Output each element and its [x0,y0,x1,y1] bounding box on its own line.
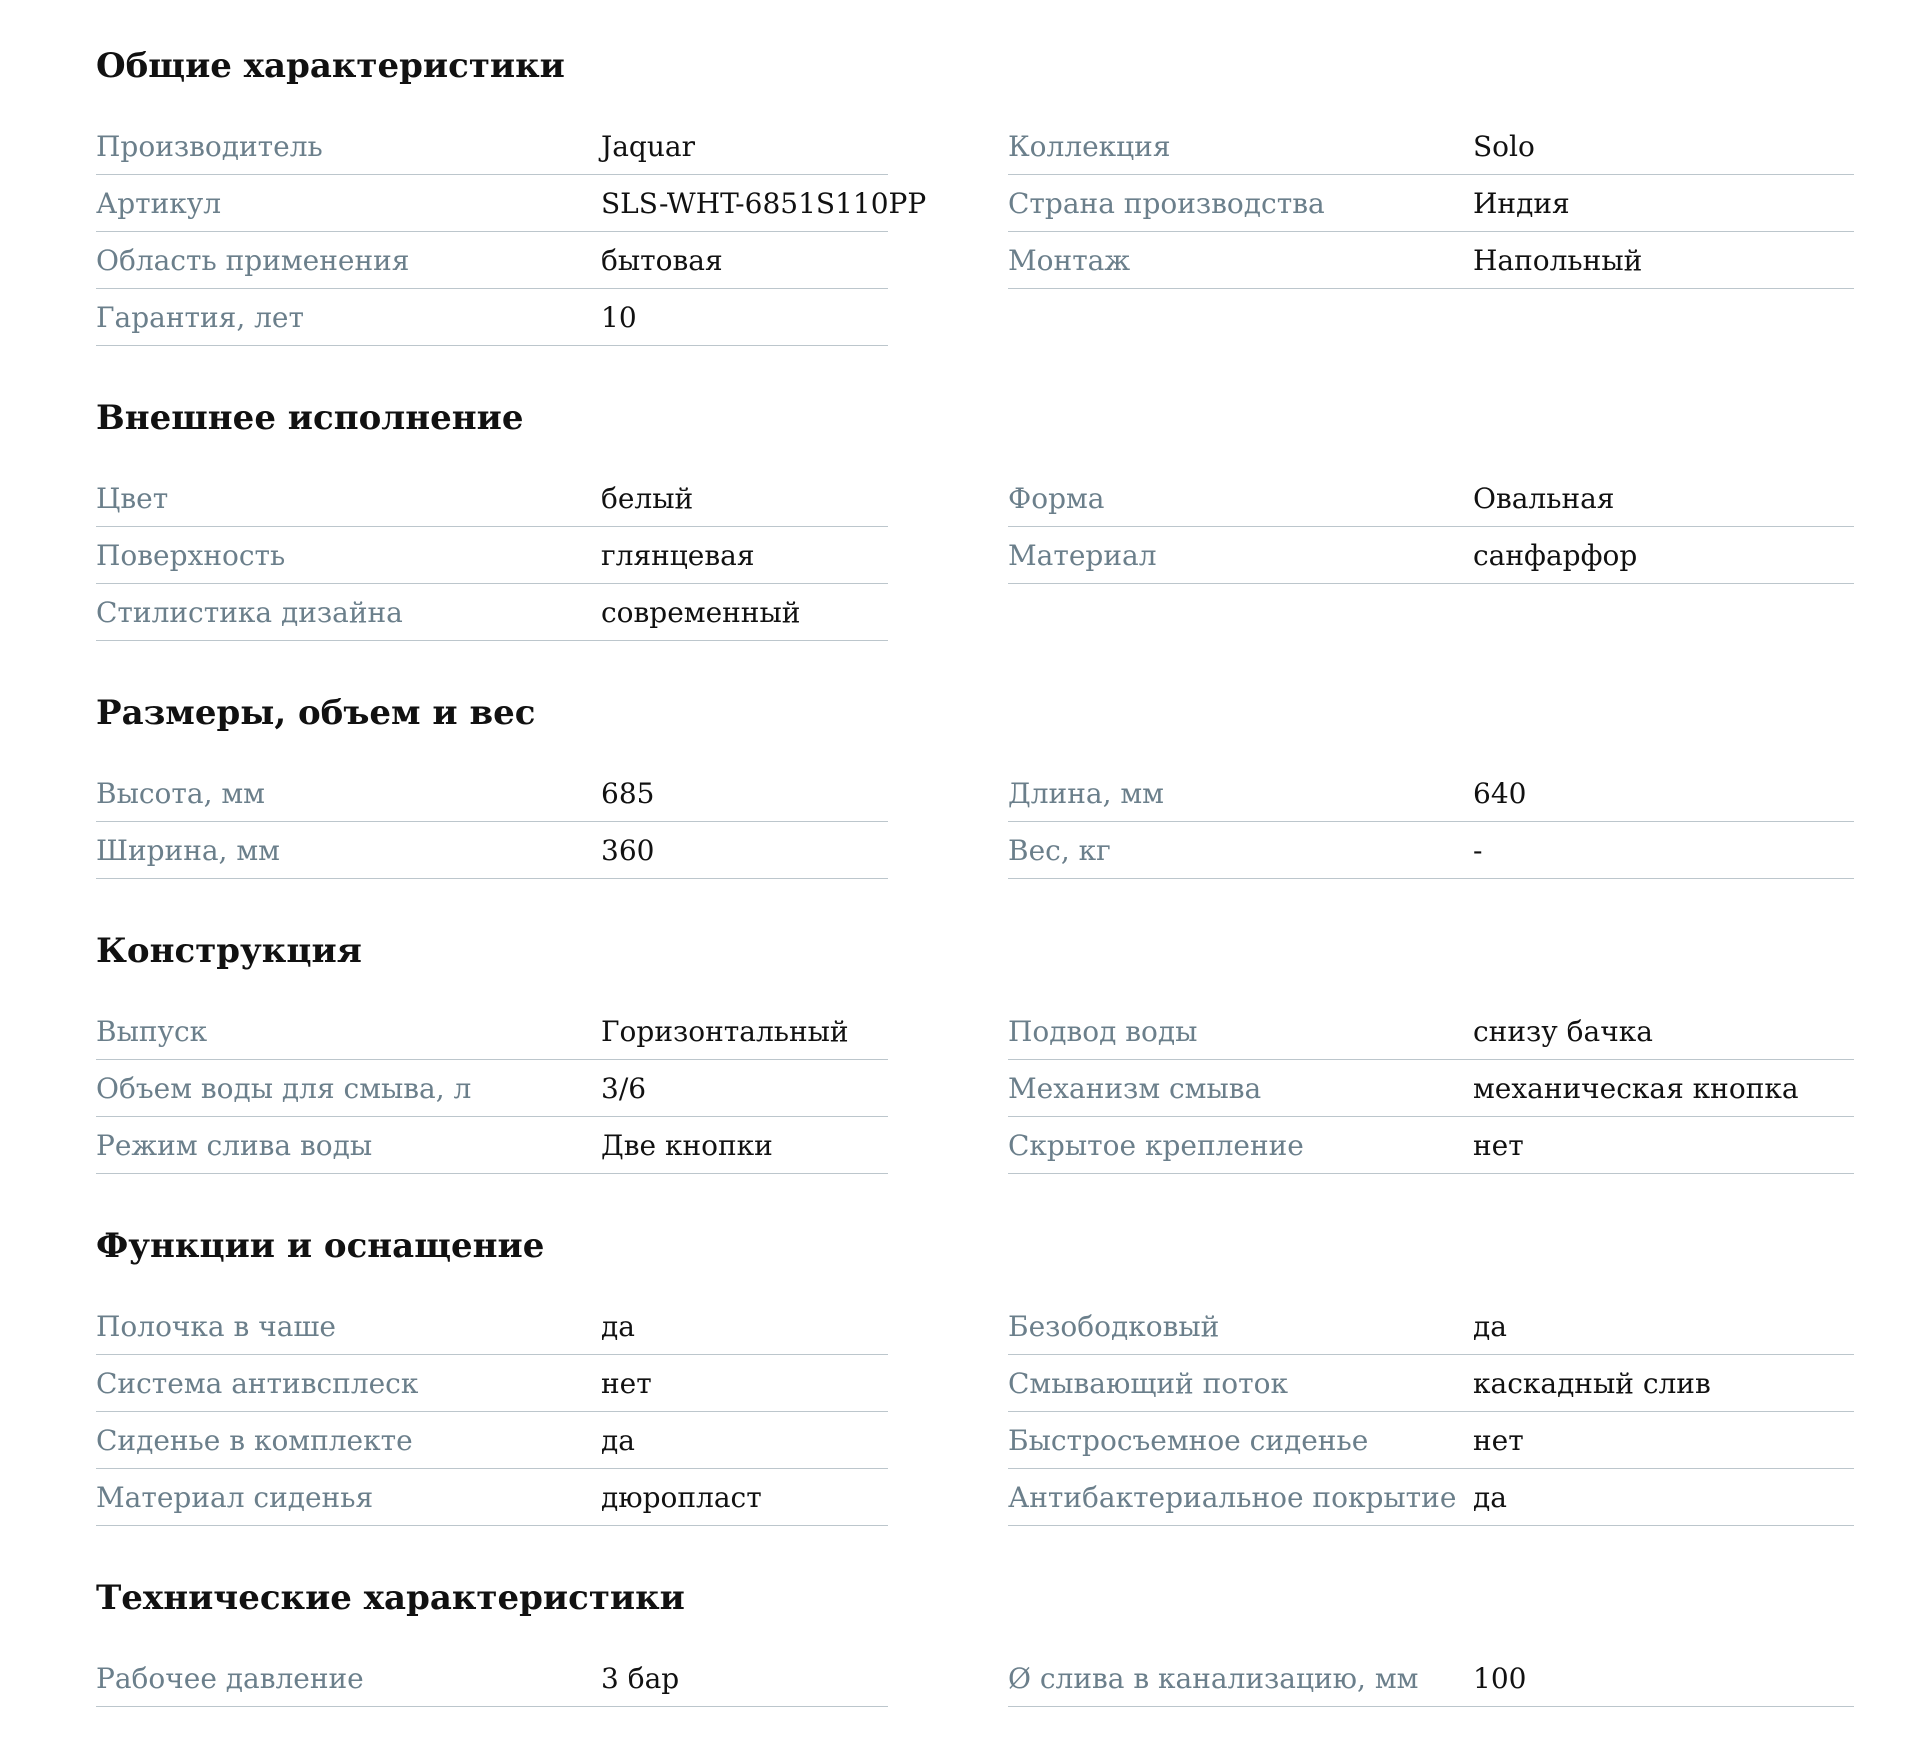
spec-row [96,289,888,346]
spec-table [96,1650,1824,1707]
spec-label: Смывающий поток [1008,1366,1288,1400]
spec-row [96,1412,888,1469]
spec-label: Цвет [96,481,169,515]
spec-value: да [1473,1309,1507,1343]
spec-label: Артикул [96,186,222,220]
spec-label: Режим слива воды [96,1128,373,1162]
spec-label: Область применения [96,243,410,277]
spec-label: Подвод воды [1008,1014,1198,1048]
spec-value: да [601,1309,635,1343]
spec-value: 640 [1473,776,1527,810]
spec-section [96,398,1824,641]
spec-row [1008,470,1854,527]
spec-value: - [1473,833,1483,867]
spec-value: 685 [601,776,655,810]
spec-value: Напольный [1473,243,1643,277]
spec-label: Полочка в чаше [96,1309,336,1343]
spec-value: да [1473,1480,1507,1514]
section-title: Внешнее исполнение [96,398,524,438]
spec-row [96,470,888,527]
spec-section [96,931,1824,1174]
spec-row [1008,822,1854,879]
spec-row [1008,1355,1854,1412]
spec-value: нет [1473,1128,1524,1162]
spec-value: Горизонтальный [601,1014,849,1048]
spec-row [96,584,888,641]
spec-row [1008,1298,1854,1355]
spec-value: Две кнопки [601,1128,773,1162]
spec-row [1008,118,1854,175]
spec-value: бытовая [601,243,723,277]
spec-label: Выпуск [96,1014,208,1048]
spec-value: дюропласт [601,1480,762,1514]
spec-value: 100 [1473,1661,1527,1695]
spec-value: SLS-WHT-6851S110PP [601,186,927,220]
spec-label: Форма [1008,481,1105,515]
spec-row [1008,1060,1854,1117]
spec-row [96,1060,888,1117]
spec-label: Материал [1008,538,1157,572]
spec-label: Рабочее давление [96,1661,364,1695]
spec-value: Овальная [1473,481,1615,515]
spec-value: нет [1473,1423,1524,1457]
spec-value: белый [601,481,694,515]
spec-row [96,232,888,289]
spec-value: снизу бачка [1473,1014,1653,1048]
spec-table [96,1003,1824,1174]
spec-row [1008,1650,1854,1707]
spec-label: Скрытое крепление [1008,1128,1304,1162]
spec-value: нет [601,1366,652,1400]
spec-label: Материал сиденья [96,1480,374,1514]
spec-table [96,470,1824,641]
spec-value: 3/6 [601,1071,647,1105]
spec-row [1008,232,1854,289]
spec-value: 360 [601,833,655,867]
spec-row [1008,1469,1854,1526]
spec-label: Безободковый [1008,1309,1220,1343]
section-title: Функции и оснащение [96,1226,545,1266]
spec-label: Ширина, мм [96,833,280,867]
spec-row [96,1003,888,1060]
spec-label: Высота, мм [96,776,265,810]
spec-value: механическая кнопка [1473,1071,1799,1105]
spec-row [1008,1003,1854,1060]
spec-row [96,1469,888,1526]
section-title: Размеры, объем и вес [96,693,536,733]
spec-value: каскадный слив [1473,1366,1711,1400]
spec-label: Система антивсплеск [96,1366,419,1400]
spec-value: Индия [1473,186,1570,220]
spec-value: Jaquar [601,129,695,163]
spec-value: 3 бар [601,1661,680,1695]
spec-row [1008,765,1854,822]
spec-row [1008,527,1854,584]
spec-label: Объем воды для смыва, л [96,1071,472,1105]
spec-row [96,1298,888,1355]
spec-row [96,527,888,584]
spec-row [96,118,888,175]
section-title: Общие характеристики [96,46,565,86]
spec-label: Страна производства [1008,186,1325,220]
spec-section [96,693,1824,879]
spec-row [96,822,888,879]
spec-table [96,1298,1824,1526]
spec-row [1008,1412,1854,1469]
spec-row [96,175,927,232]
spec-label: Монтаж [1008,243,1131,277]
spec-row [96,1355,888,1412]
spec-label: Длина, мм [1008,776,1164,810]
spec-value: Solo [1473,129,1535,163]
section-title: Конструкция [96,931,362,971]
spec-row [96,1650,888,1707]
spec-section [96,1578,1824,1707]
spec-row [1008,175,1854,232]
spec-label: Поверхность [96,538,286,572]
spec-label: Коллекция [1008,129,1171,163]
spec-label: Сиденье в комплекте [96,1423,413,1457]
spec-row [96,1117,888,1174]
spec-value: глянцевая [601,538,755,572]
spec-value: 10 [601,300,637,334]
spec-row [1008,1117,1854,1174]
spec-value: санфарфор [1473,538,1638,572]
spec-label: Антибактериальное покрытие [1008,1480,1457,1514]
spec-label: Стилистика дизайна [96,595,403,629]
spec-label: Вес, кг [1008,833,1111,867]
spec-value: современный [601,595,801,629]
spec-table [96,118,1824,346]
spec-section [96,1226,1824,1526]
spec-label: Механизм смыва [1008,1071,1262,1105]
spec-label: Производитель [96,129,323,163]
spec-table [96,765,1824,879]
section-title: Технические характеристики [96,1578,685,1618]
spec-section [96,46,1824,346]
spec-label: Быстросъемное сиденье [1008,1423,1369,1457]
spec-row [96,765,888,822]
spec-value: да [601,1423,635,1457]
spec-label: Ø слива в канализацию, мм [1008,1661,1419,1695]
spec-label: Гарантия, лет [96,300,304,334]
